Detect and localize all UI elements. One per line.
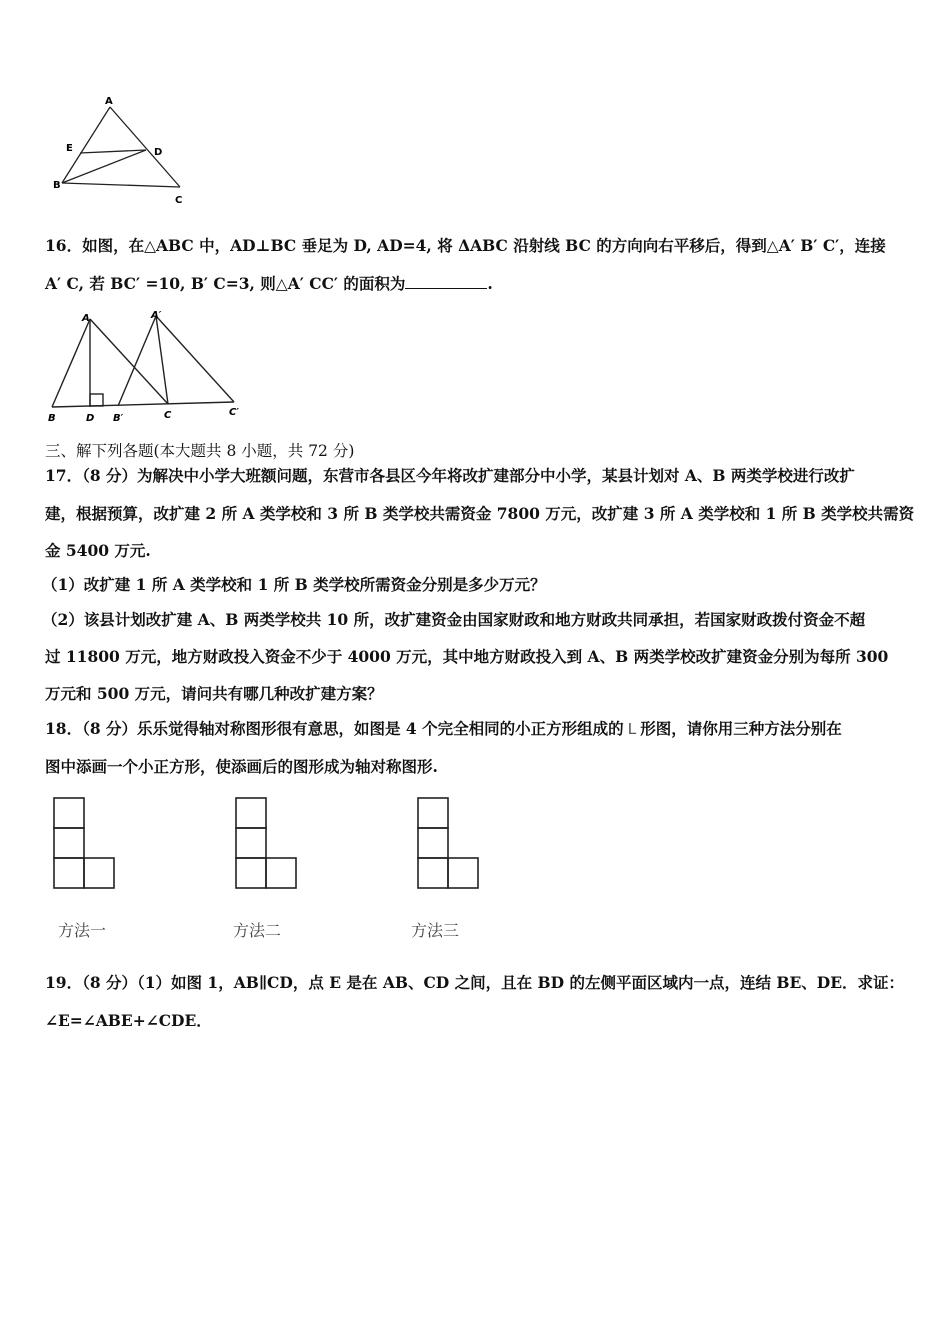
q18-line-1-text: 18．（8 分）乐乐觉得轴对称图形很有意思，如图是 4 个完全相同的小正方形组成的: [45, 719, 624, 738]
right-angle-mark: [90, 394, 103, 406]
label-d: D: [86, 413, 95, 424]
q17-part-2-line-1: （2）该县计划改扩建 A、B 两类学校共 10 所，改扩建资金由国家财政和地方财政共同承担，若国家财政拨付资金不超: [42, 610, 866, 629]
segment-bd: [62, 150, 146, 183]
base-bc2: [52, 402, 234, 407]
q16-line-2-end: .: [487, 274, 493, 293]
q17-line-2: 建，根据预算，改扩建 2 所 A 类学校和 3 所 B 类学校共需资金 7800 万元，改扩建 3 所 A 类学校和 1 所 B 类学校共需资: [45, 504, 915, 523]
side-ac: [110, 107, 180, 187]
label-d: D: [154, 147, 163, 158]
label-a: A: [82, 313, 90, 324]
l-shape-method-3[interactable]: [416, 796, 480, 892]
q16-line-1: 16．如图，在△ABC 中，AD⊥BC 垂足为 D, AD=4, 将 ΔABC 沿射线 BC 的方向向右平移后，得到△A′ B′ C′，连接: [45, 236, 886, 255]
l-shape-method-1[interactable]: [52, 796, 116, 892]
side-a2c2: [156, 316, 234, 402]
q18-line-1-end: 形图，请你用三种方法分别在: [640, 719, 842, 738]
method-1-label: 方法一: [58, 921, 107, 940]
label-b-prime: B′: [113, 413, 124, 424]
section-3-title: 三、解下列各题(本大题共 8 小题，共 72 分): [45, 442, 355, 460]
q19-line-1: 19．（8 分）（1）如图 1，AB∥CD，点 E 是在 AB、CD 之间，且在 BD 的左侧平面区域内一点，连结 BE、DE．求证：: [45, 973, 905, 992]
q18-line-2: 图中添画一个小正方形，使添画后的图形成为轴对称图形.: [45, 757, 438, 776]
answer-blank[interactable]: [405, 274, 487, 289]
label-c: C: [175, 195, 183, 206]
label-c-prime: C′: [229, 407, 239, 418]
q17-part-2-line-3: 万元和 500 万元，请问共有哪几种改扩建方案？: [45, 684, 383, 703]
label-b: B: [53, 180, 61, 191]
segment-ed: [80, 150, 146, 153]
figure-q15-triangle: [50, 95, 195, 210]
q17-line-3: 金 5400 万元.: [45, 541, 151, 560]
label-a: A: [105, 96, 113, 107]
side-ab: [52, 319, 90, 407]
q16-line-2-text: A′ C, 若 BC′ =10, B′ C=3, 则△A′ CC′ 的面积为: [45, 274, 406, 293]
q19-line-2: ∠E=∠ABE+∠CDE．: [45, 1011, 212, 1030]
l-shape-letter: L: [627, 720, 637, 738]
q16-line-2: [45, 274, 915, 294]
q17-part-2-line-2: 过 11800 万元，地方财政投入资金不少于 4000 万元，其中地方财政投入到 A、B 两类学校改扩建资金分别为每所 300: [45, 647, 889, 666]
side-a2b2: [118, 316, 156, 406]
figure-q16-translation: [44, 305, 249, 425]
side-ac: [90, 319, 168, 404]
side-bc: [62, 183, 180, 187]
method-3-label: 方法三: [411, 921, 460, 940]
label-a-prime: A′: [151, 310, 162, 321]
method-2-label: 方法二: [233, 921, 282, 940]
q18-line-1: [45, 719, 915, 739]
label-c: C: [164, 410, 172, 421]
l-shape-method-2[interactable]: [234, 796, 298, 892]
q17-part-1: （1）改扩建 1 所 A 类学校和 1 所 B 类学校所需资金分别是多少万元？: [42, 575, 546, 594]
label-e: E: [66, 143, 73, 154]
q17-line-1: 17．（8 分）为解决中小学大班额问题，东营市各县区今年将改扩建部分中小学，某县计划对 A、B 两类学校进行改扩: [45, 466, 855, 485]
label-b: B: [48, 413, 56, 424]
side-a2c: [156, 316, 168, 404]
